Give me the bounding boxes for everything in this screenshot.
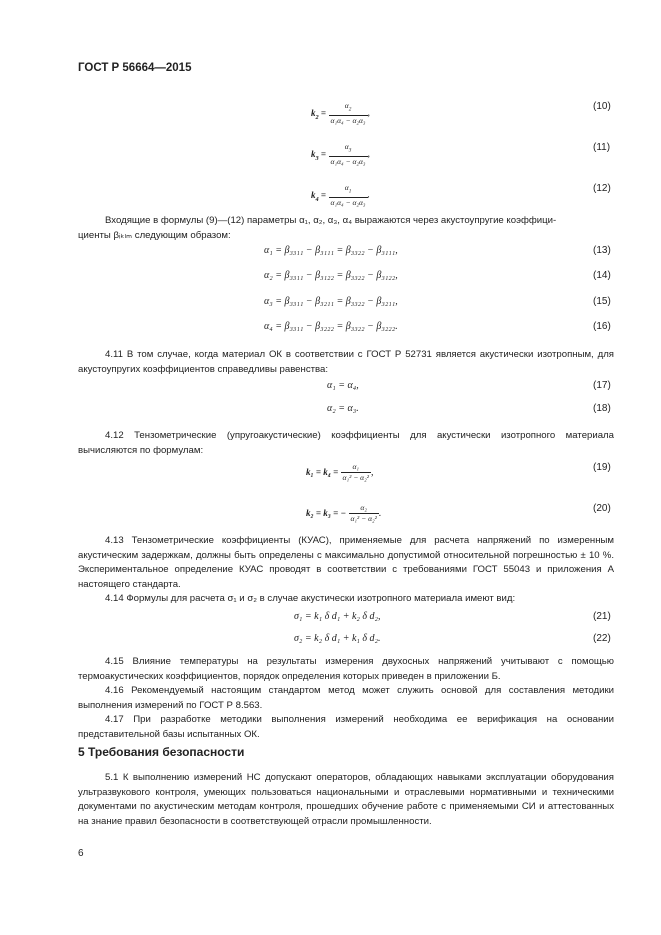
equation-13: α₁ = β₃₃₁₁ − β₃₁₁₁ = β₃₃₂₂ − β₃₁₁₁, (13)	[264, 245, 611, 256]
equation-12: $k_4$ = $\frac{\alpha_1}{\text{α₁α₄ − α₂α₃}}$ . (12)	[311, 183, 611, 207]
paragraph-4-17: 4.17 При разработке методики выполнения измерений необходима ее верификация на основании представительной базы испытанных ОК.	[78, 714, 614, 740]
equation-number: (12)	[593, 183, 611, 194]
equation-20: k₂ = k₃ = − $\frac{\text{α₂}}{\text{α₁² − α₂²}}$ . (20)	[306, 503, 611, 523]
equation-14: α₂ = β₃₃₁₁ − β₃₁₂₂ = β₃₃₂₂ − β₃₁₂₂, (14)	[264, 270, 611, 281]
page-header: ГОСТ Р 56664—2015	[78, 62, 192, 74]
equation-10: $k_2$ = $\frac{\alpha_2}{\text{α₁α₄ − α₂α₃}}$ , (10)	[311, 101, 611, 125]
paragraph-4-11: 4.11 В том случае, когда материал ОК в соответствии с ГОСТ Р 52731 является акустически изотропным, для акустоупругих коэффициентов справедливы равенства:	[78, 349, 614, 375]
page-number: 6	[78, 848, 84, 859]
intro-paragraph: Входящие в формулы (9)—(12) параметры α₁, α₂, α₃, α₄ выражаются через акустоупругие коэффици- циенты βᵢₖₗₘ следующим образом:	[78, 215, 557, 241]
equation-21: σ₁ = k₁ δ d₁ + k₂ δ d₂, (21)	[294, 611, 611, 622]
equation-11: $k_3$ = $\frac{\alpha_3}{\text{α₁α₄ − α₂α₃}}$ , (11)	[311, 142, 611, 166]
paragraph-4-12: 4.12 Тензометрические (упругоакустические) коэффициенты для акустически изотропного материала вычисляются по формулам:	[78, 430, 614, 456]
paragraph-4-16: 4.16 Рекомендуемый настоящим стандартом метод может служить основой для составления методики выполнения измерений по ГОСТ Р 8.563.	[78, 685, 614, 711]
paragraph-4-13: 4.13 Тензометрические коэффициенты (КУАС), применяемые для расчета напряжений по измеренным акустическим задержкам, должны быть определены с максимально допустимой относительной погрешностью ± 10 %. Экспериментальное определение КУАС проводят в соответствии с требованиями ГОСТ 55043 и приложения А настоящего стандарта.	[78, 535, 614, 590]
section-heading: 5 Требования безопасности	[78, 745, 245, 759]
paragraph-4-15: 4.15 Влияние температуры на результаты измерения двухосных напряжений учитывают с помощью термоакустических коэффициентов, порядок определения которых приведен в приложении Б.	[78, 656, 614, 682]
equation-17: α₁ = α₄, (17)	[327, 380, 611, 391]
equation-number: (11)	[593, 142, 611, 153]
paragraph-4-14: 4.14 Формулы для расчета σ₁ и σ₂ в случае акустически изотропного материала имеют вид:	[105, 593, 516, 604]
equation-19: k₁ = k₄ = $\frac{\text{α₁}}{\text{α₁² − α₂²}}$ , (19)	[306, 462, 611, 482]
equation-16: α₄ = β₃₃₁₁ − β₃₂₂₂ = β₃₃₂₂ − β₃₂₂₂. (16)	[264, 321, 611, 332]
equation-15: α₃ = β₃₃₁₁ − β₃₂₁₁ = β₃₃₂₂ − β₃₂₁₁, (15)	[264, 296, 611, 307]
equation-18: α₂ = α₃. (18)	[327, 403, 611, 414]
paragraph-5-1: 5.1 К выполнению измерений НС допускают операторов, обладающих навыками эксплуатации оборудования ультразвукового контроля, умеющих пользоваться национальными и отраслевыми нормативными и техническими документами по акустическим методам контроля, прошедших обучение работе с применяемыми СИ и аттестованных на знание правил безопасности в соответствующей отрасли промышленности.	[78, 772, 614, 827]
equation-22: σ₂ = k₂ δ d₁ + k₁ δ d₂. (22)	[294, 633, 611, 644]
equation-number: (10)	[593, 101, 611, 112]
